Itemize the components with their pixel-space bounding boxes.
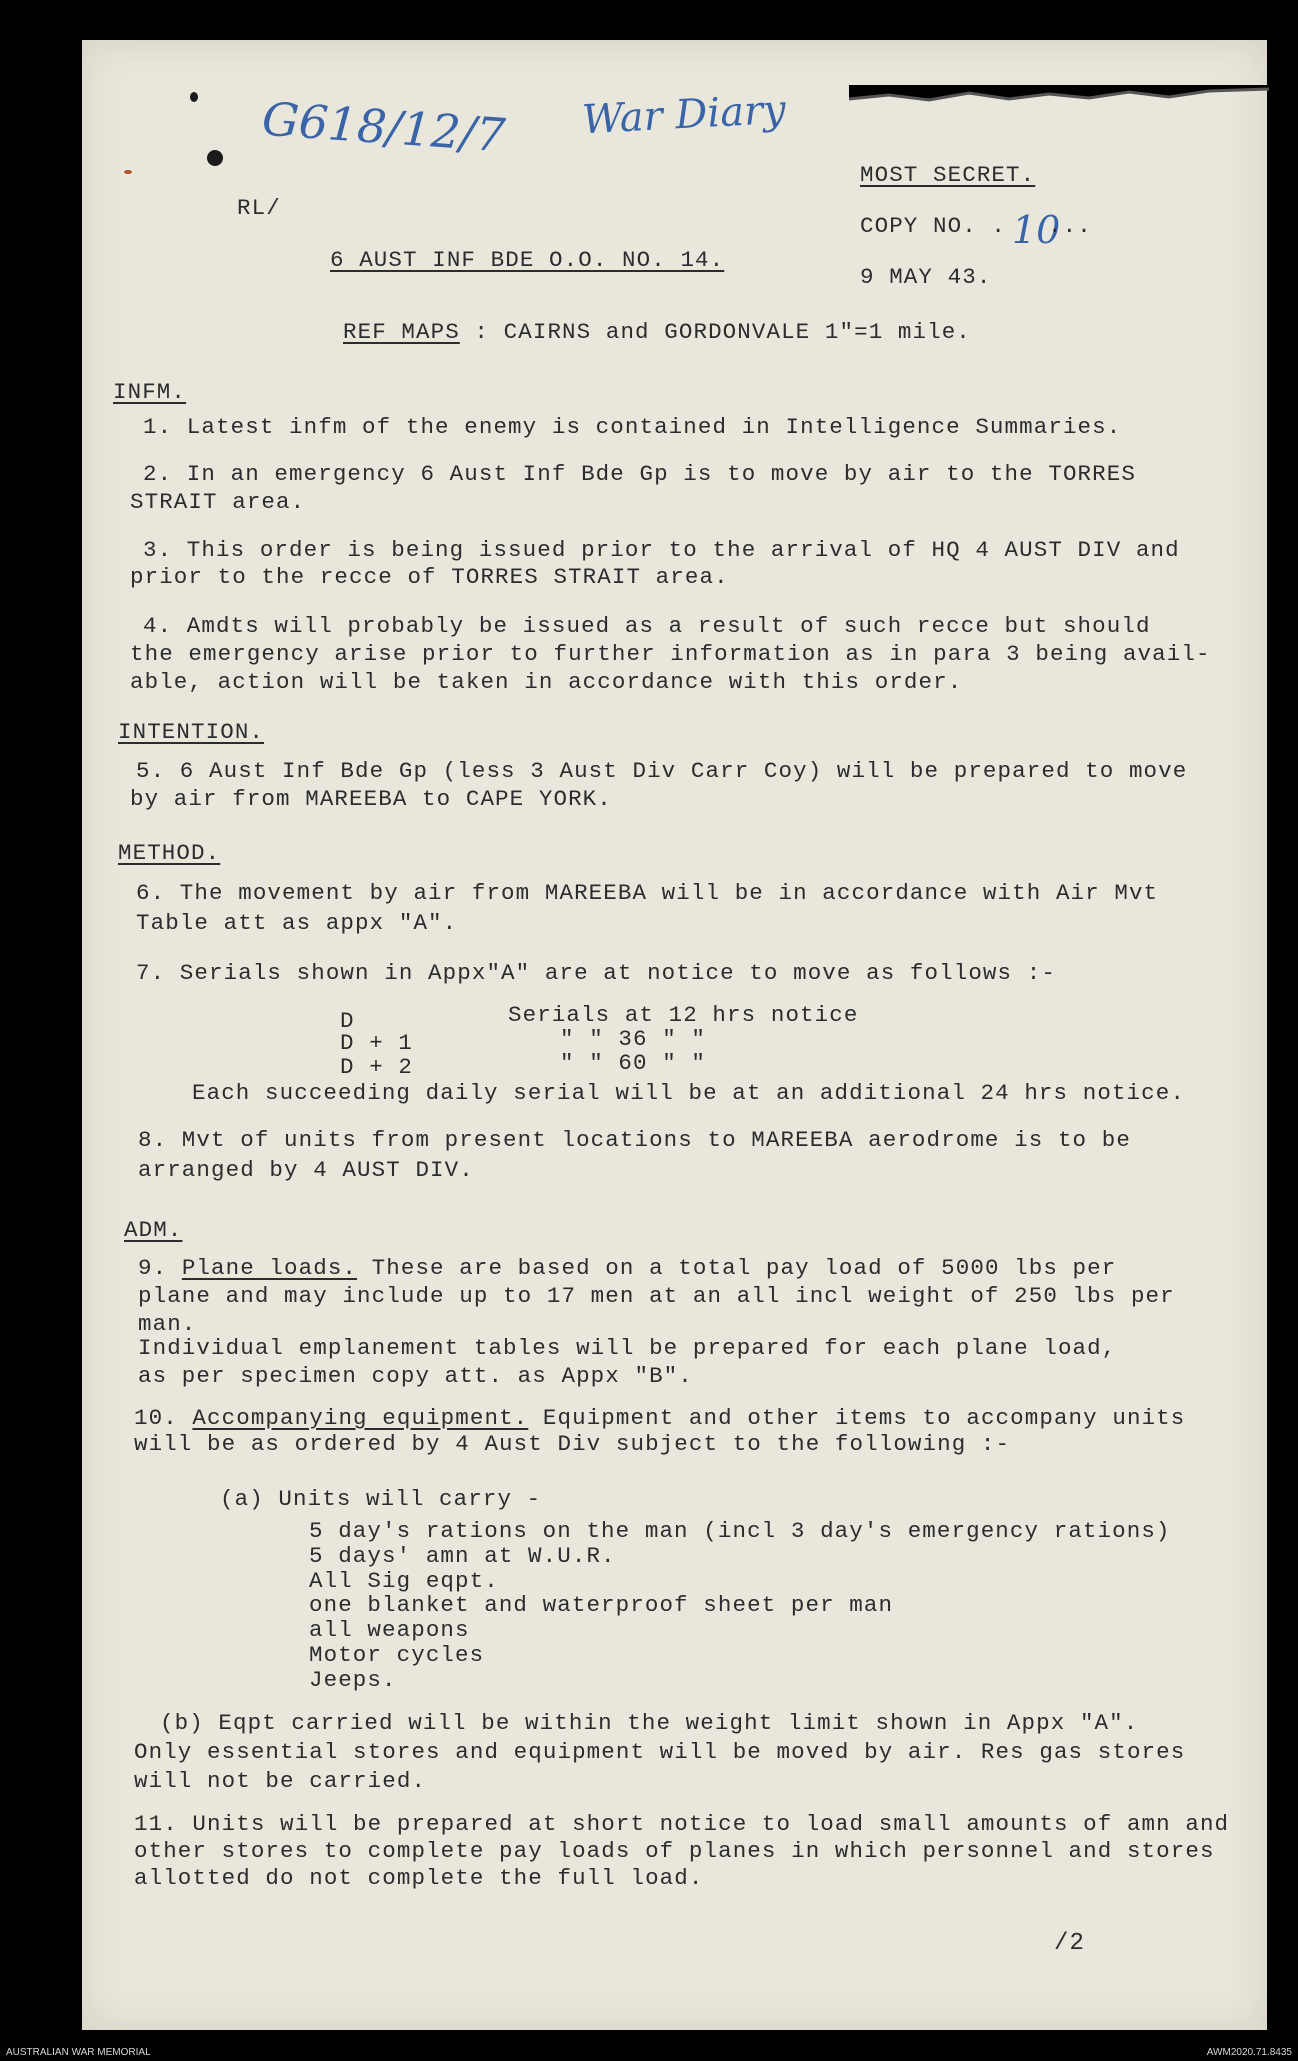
handwritten-copy-number: 10 — [1012, 208, 1061, 252]
notice-row-d1-text: " " 36 " " — [560, 1026, 707, 1052]
paragraph-10-line-1: 10. Accompanying equipment. Equipment and other items to accompany units — [134, 1405, 1186, 1431]
notice-row-d-text: Serials at 12 hrs notice — [508, 1002, 859, 1028]
notice-row-d2: D + 2 — [340, 1054, 414, 1080]
order-title: 6 AUST INF BDE O.O. NO. 14. — [330, 247, 725, 273]
paragraph-7: 7. Serials shown in Appx"A" are at notice to move as follows :- — [136, 960, 1056, 986]
handwritten-file-number: G618/12/7 — [260, 91, 507, 163]
paragraph-9-line-3: man. — [138, 1311, 197, 1337]
carry-item: All Sig eqpt. — [309, 1568, 499, 1594]
notice-row-d2-text: " " 60 " " — [560, 1050, 707, 1076]
carry-item: all weapons — [309, 1617, 470, 1643]
paragraph-11-line-2: other stores to complete pay loads of planes in which personnel and stores — [134, 1838, 1215, 1864]
copy-number-label: COPY NO. . ... — [860, 213, 1092, 239]
carry-item: 5 day's rations on the man (incl 3 day's emergency rations) — [309, 1518, 1171, 1544]
paragraph-11-line-1: 11. Units will be prepared at short notice to load small amounts of amn and — [134, 1811, 1230, 1837]
paragraph-3-line-1: 3. This order is being issued prior to the arrival of HQ 4 AUST DIV and — [143, 537, 1180, 563]
paragraph-5-line-1: 5. 6 Aust Inf Bde Gp (less 3 Aust Div Carr Coy) will be prepared to move — [136, 758, 1188, 784]
carry-item: 5 days' amn at W.U.R. — [309, 1543, 616, 1569]
section-heading-method: METHOD. — [118, 840, 221, 866]
notice-row-d1: D + 1 — [340, 1030, 414, 1056]
torn-edge — [849, 85, 1269, 109]
rust-mark — [124, 170, 132, 174]
paragraph-1: 1. Latest infm of the enemy is contained in Intelligence Summaries. — [143, 414, 1122, 440]
paragraph-9-line-5: as per specimen copy att. as Appx "B". — [138, 1363, 693, 1389]
paragraph-6-line-1: 6. The movement by air from MAREEBA will be in accordance with Air Mvt — [136, 880, 1159, 906]
paragraph-4-line-1: 4. Amdts will probably be issued as a result of such recce but should — [143, 613, 1151, 639]
paragraph-3-line-2: prior to the recce of TORRES STRAIT area. — [130, 564, 729, 590]
paragraph-9-line-4: Individual emplanement tables will be prepared for each plane load, — [138, 1335, 1117, 1361]
carry-item: one blanket and waterproof sheet per man — [309, 1592, 894, 1618]
section-heading-infm: INFM. — [113, 379, 187, 405]
section-heading-adm: ADM. — [124, 1217, 183, 1243]
reference-initials: RL/ — [237, 195, 281, 221]
punch-hole — [207, 150, 223, 166]
paragraph-10b-line-3: will not be carried. — [134, 1768, 427, 1794]
paragraph-10b-line-2: Only essential stores and equipment will be moved by air. Res gas stores — [134, 1739, 1186, 1765]
order-date: 9 MAY 43. — [860, 264, 992, 290]
paragraph-2-line-1: 2. In an emergency 6 Aust Inf Bde Gp is to move by air to the TORRES — [143, 461, 1136, 487]
paragraph-4-line-3: able, action will be taken in accordance with this order. — [130, 669, 963, 695]
paragraph-2-line-2: STRAIT area. — [130, 489, 306, 515]
paragraph-9-line-2: plane and may include up to 17 men at an all incl weight of 250 lbs per — [138, 1283, 1175, 1309]
notice-note: Each succeeding daily serial will be at an additional 24 hrs notice. — [192, 1080, 1185, 1106]
paragraph-6-line-2: Table att as appx "A". — [136, 910, 458, 936]
page-continuation-marker: /2 — [1054, 1930, 1086, 1957]
notice-row-d: D — [340, 1008, 355, 1034]
paragraph-5-line-2: by air from MAREEBA to CAPE YORK. — [130, 786, 612, 812]
footer-institution: AUSTRALIAN WAR MEMORIAL — [6, 2047, 151, 2058]
paragraph-9-line-1: 9. Plane loads. These are based on a total pay load of 5000 lbs per — [138, 1255, 1117, 1281]
paragraph-10b-line-1: (b) Eqpt carried will be within the weight limit shown in Appx "A". — [160, 1710, 1139, 1736]
paragraph-8-line-2: arranged by 4 AUST DIV. — [138, 1157, 474, 1183]
classification: MOST SECRET. — [860, 162, 1036, 188]
footer-accession-number: AWM2020.71.8435 — [1206, 2047, 1292, 2058]
handwritten-war-diary: War Diary — [580, 86, 787, 144]
paragraph-8-line-1: 8. Mvt of units from present locations to MAREEBA aerodrome is to be — [138, 1127, 1131, 1153]
reference-maps: REF MAPS : CAIRNS and GORDONVALE 1"=1 mile. — [343, 319, 971, 345]
paragraph-4-line-2: the emergency arise prior to further information as in para 3 being avail- — [130, 641, 1211, 667]
paragraph-11-line-3: allotted do not complete the full load. — [134, 1865, 704, 1891]
carry-item: Jeeps. — [309, 1667, 397, 1693]
punch-hole — [190, 92, 198, 102]
carry-item: Motor cycles — [309, 1642, 485, 1668]
section-heading-intention: INTENTION. — [118, 719, 265, 745]
paragraph-10-line-2: will be as ordered by 4 Aust Div subject to the following :- — [134, 1431, 1011, 1457]
paragraph-10a-label: (a) Units will carry - — [220, 1486, 542, 1512]
